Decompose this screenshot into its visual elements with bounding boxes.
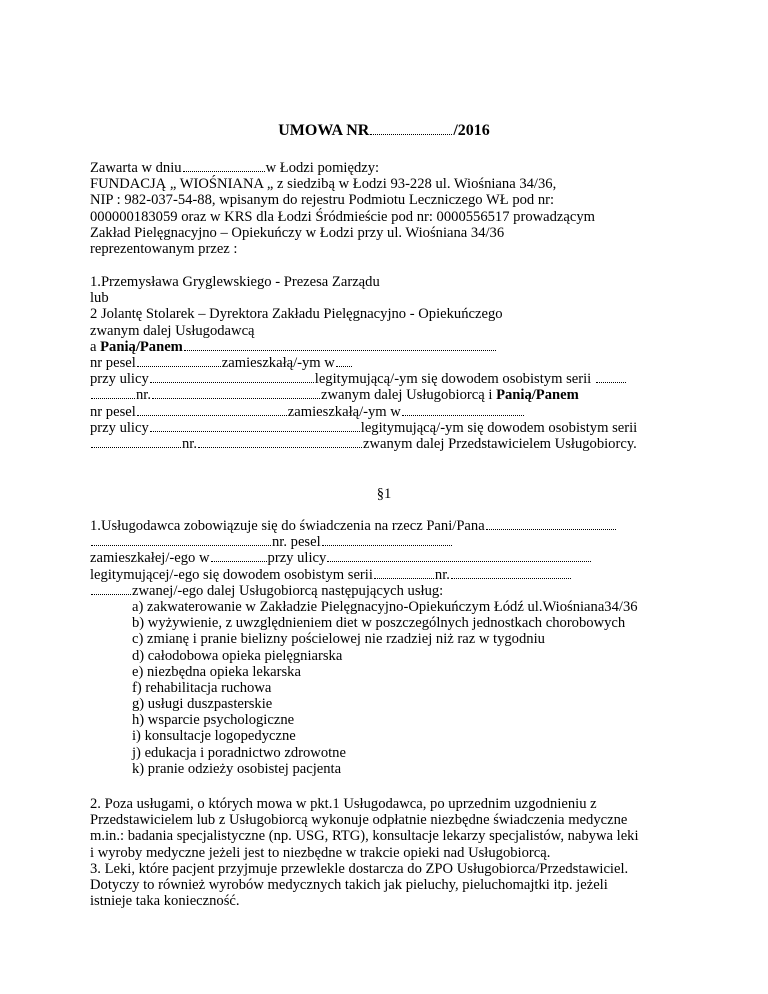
paragraph-line: Przedstawicielem lub z Usługobiorcą wykonuje odpłatnie niezbędne świadczenia medyczne (90, 812, 628, 829)
s1-pesel-label: nr. pesel (272, 534, 321, 551)
intro-facility: Zakład Pielęgnacyjno – Opiekuńczy w Łodzi przy ul. Wiośniana 34/36 (90, 224, 505, 241)
rep-address-label: zamieszkałą/-ym w (287, 403, 401, 420)
s1-address-field[interactable] (211, 550, 267, 562)
s1-id-series-label: legitymującej/-ego się dowodem osobistym serii (90, 566, 373, 583)
client-name-field[interactable] (184, 339, 496, 351)
s1-obligation: 1.Usługodawca zobowiązuje się do świadczenia na rzecz Pani/Pana (90, 518, 485, 534)
client-street-field[interactable] (150, 371, 314, 383)
s1-pesel-field[interactable] (322, 534, 452, 546)
paragraph-line: Dotyczy to również wyrobów medycznych takich jak pieluchy, pieluchomajtki itp. jeżeli (90, 876, 608, 893)
client-id-series-field[interactable] (596, 371, 626, 383)
service-item: g) usługi duszpasterskie (132, 696, 273, 713)
intro-foundation: FUNDACJĄ „ WIOŚNIANA „ z siedzibą w Łodzi 93-228 ul. Wiośniana 34/36, (90, 176, 557, 193)
rep-street-field[interactable] (150, 420, 360, 432)
service-item: h) wsparcie psychologiczne (132, 712, 295, 729)
rep-id-series-label: legitymującą/-ym się dowodem osobistym serii (360, 419, 638, 436)
rep-pesel-field[interactable] (137, 404, 287, 416)
party-president: 1.Przemysława Gryglewskiego - Prezesa Zarządu (90, 274, 380, 290)
s1-id-series-field[interactable] (374, 567, 434, 579)
service-item: i) konsultacje logopedyczne (132, 728, 296, 745)
s1-patient-name-field-cont[interactable] (91, 534, 271, 546)
s1-services-intro: zwanej/-ego dalej Usługobiorcą następujących usług: (132, 582, 444, 599)
contract-number-field[interactable] (370, 123, 452, 135)
paragraph-line: i wyroby medyczne jeżeli jest to niezbędne w trakcie opieki nad Usługobiorcą. (90, 844, 551, 861)
section-heading (0, 486, 768, 502)
intro-nip: NIP : 982-037-54-88, wpisanym do rejestru Podmiotu Leczniczego WŁ pod nr: (90, 192, 555, 209)
intro-krs: 000000183059 oraz w KRS dla Łodzi Śródmieście pod nr: 0000556517 prowadzącym (90, 208, 596, 225)
client-street-label: przy ulicy (90, 371, 149, 388)
intro-date-label: Zawarta w dniu (90, 160, 182, 176)
title-prefix: UMOWA NR (278, 122, 370, 139)
rep-pesel-label: nr pesel (90, 403, 136, 420)
s1-id-number-field-cont[interactable] (91, 583, 131, 595)
rep-id-number-field[interactable] (198, 436, 362, 448)
paragraph-2 (90, 796, 690, 909)
section-1-heading: §1 (376, 486, 392, 502)
s1-street-field[interactable] (327, 550, 591, 562)
s1-id-number-field[interactable] (451, 567, 571, 579)
paragraph-line: 3. Leki, które pacjent przyjmuje przewlekle dostarcza do ZPO Usługobiorca/Przedstawiciel. (90, 860, 629, 877)
service-item: e) niezbędna opieka lekarska (132, 663, 301, 680)
client-prefix: a (90, 338, 101, 355)
client-recipient-label: zwanym dalej Usługobiorcą i (321, 387, 497, 404)
client-id-number-label: nr. (136, 387, 151, 404)
service-item: k) pranie odzieży osobistej pacjenta (132, 760, 342, 777)
s1-patient-name-field[interactable] (486, 518, 616, 530)
s1-street-label: przy ulicy (267, 550, 327, 567)
service-item: b) wyżywienie, z uwzględnieniem diet w poszczególnych jednostkach chorobowych (132, 615, 626, 632)
intro-represented: reprezentowanym przez : (90, 240, 238, 257)
rep-street-label: przy ulicy (90, 419, 149, 436)
service-item: c) zmianę i pranie bielizny pościelowej nie rzadziej niż raz w tygodniu (132, 631, 545, 648)
client-salutation: Panią/Panem (100, 338, 183, 355)
rep-address-field[interactable] (402, 404, 524, 416)
contract-title (0, 122, 768, 140)
client-pesel-label: nr pesel (90, 354, 136, 371)
s1-id-number-label: nr. (434, 566, 450, 583)
party-provider-label: zwanym dalej Usługodawcą (90, 322, 255, 339)
service-item: a) zakwaterowanie w Zakładzie Pielęgnacyjno-Opiekuńczym Łódź ul.Wiośniana34/36 (132, 598, 638, 615)
party-or: lub (90, 290, 109, 307)
rep-label: zwanym dalej Przedstawicielem Usługobiorcy. (363, 435, 637, 452)
client-address-field[interactable] (336, 355, 352, 367)
service-item: d) całodobowa opieka pielęgniarska (132, 647, 343, 664)
client-pesel-field[interactable] (137, 355, 221, 367)
client-id-number-field[interactable] (152, 387, 320, 399)
intro-location: w Łodzi pomiędzy: (265, 160, 380, 176)
representative-salutation: Panią/Panem (496, 387, 579, 404)
service-item: j) edukacja i poradnictwo zdrowotne (132, 744, 346, 761)
date-field[interactable] (183, 160, 265, 172)
title-year: /2016 (453, 122, 490, 139)
client-id-series-field-cont[interactable] (91, 387, 135, 399)
party-director: 2 Jolantę Stolarek – Dyrektora Zakładu Pielęgnacyjno - Opiekuńczego (90, 306, 503, 323)
service-item: f) rehabilitacja ruchowa (132, 679, 272, 696)
client-address-label: zamieszkałą/-ym w (221, 354, 335, 371)
paragraph-line: 2. Poza usługami, o których mowa w pkt.1 Usługodawca, po uprzednim uzgodnieniu z (90, 796, 597, 812)
s1-address-label: zamieszkałej/-ego w (90, 550, 210, 567)
paragraph-line: istnieje taka konieczność. (90, 893, 240, 910)
parties-block (90, 274, 690, 452)
intro-block (90, 160, 690, 257)
rep-id-series-field[interactable] (91, 436, 181, 448)
section1-block (90, 518, 690, 777)
rep-id-number-label: nr. (182, 435, 197, 452)
paragraph-line: m.in.: badania specjalistyczne (np. USG, RTG), konsultacje lekarzy specjalistów, nabywa leki (90, 828, 639, 845)
client-id-series-label: legitymującą/-ym się dowodem osobistym serii (314, 371, 592, 388)
